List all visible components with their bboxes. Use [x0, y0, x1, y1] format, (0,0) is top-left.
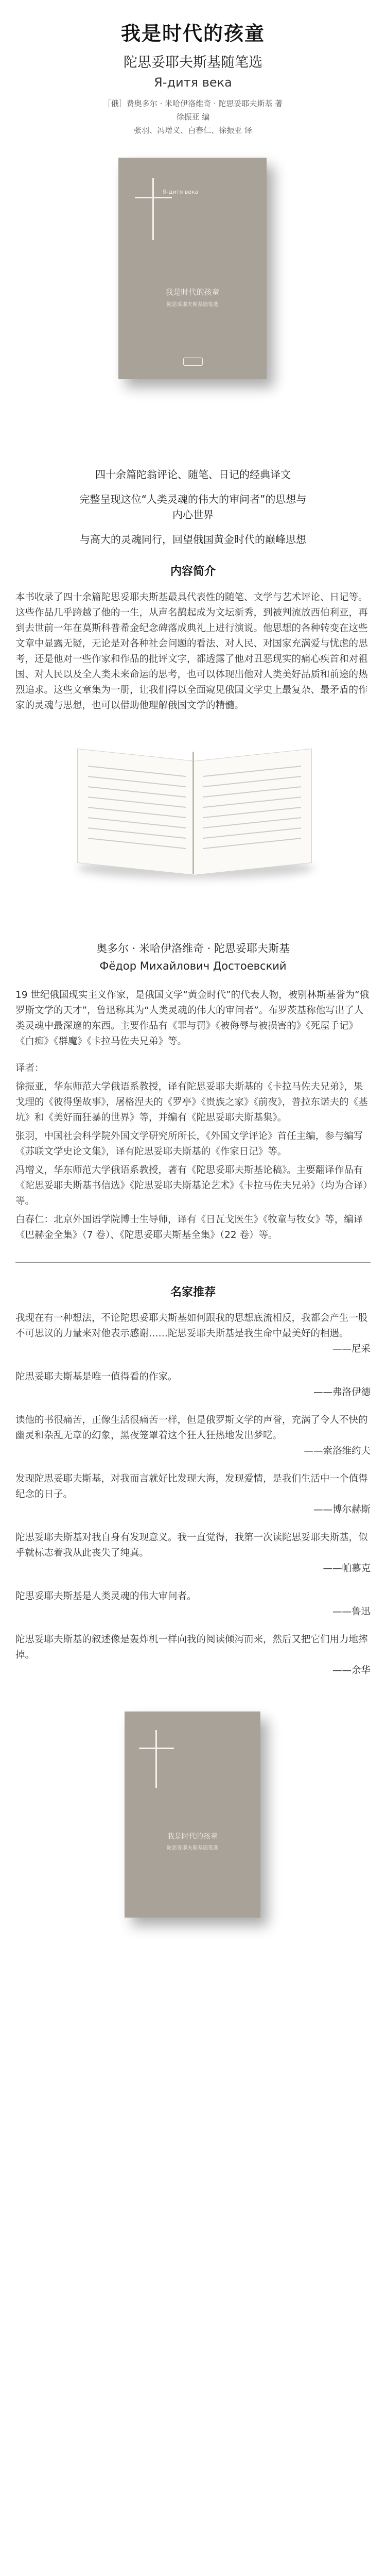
- blurb-line-2: 完整呈现这位“人类灵魂的伟大的审问者”的思想与内心世界: [79, 493, 307, 521]
- recommend-quote: 陀思妥耶夫斯基的叙述像是轰炸机一样向我的阅读倾泻而来，然后又把它们用力地摔掉。: [15, 1634, 368, 1660]
- translator-item: 徐振亚，华东师范大学俄语系教授，译有陀思妥耶夫斯基的《卡拉马佐夫兄弟》，果戈理的《彼得堡故事》，屠格涅夫的《罗亭》《贵族之家》《前夜》，普拉东诺夫的《基坑》和《美好而狂暴的世界》等，并编有《陀思妥耶夫斯基集》。: [15, 1081, 368, 1123]
- cover-russian: Я-дитя века: [163, 189, 199, 195]
- cover-subtitle: 陀思妥耶夫斯基随笔选: [167, 302, 218, 308]
- translators: [0, 1061, 386, 1243]
- recommend-quote: 陀思妥耶夫斯基是人类灵魂的伟大审问者。: [15, 1591, 197, 1602]
- blurb-line-1: 四十余篇陀翁评论、随笔、日记的经典译文: [95, 468, 291, 481]
- book-spine: [192, 752, 194, 874]
- intro-heading: 内容简介: [170, 565, 216, 578]
- cover-title: 我是时代的孩童: [167, 1833, 218, 1841]
- text-line: [88, 776, 186, 787]
- text-line: [88, 827, 186, 839]
- text-line: [203, 786, 301, 798]
- recommend-author: ——尼采: [332, 1344, 371, 1354]
- recommend-author: ——博尔赫斯: [313, 1504, 371, 1515]
- cover-section-2: [0, 1691, 386, 2062]
- open-book-image: [0, 719, 386, 935]
- author-name-cn: 奥多尔 · 米哈伊洛维奇 · 陀思妥耶夫斯基: [96, 942, 290, 955]
- cover-cross-icon: [152, 178, 154, 240]
- text-line: [203, 766, 301, 777]
- text-line: [203, 796, 301, 808]
- text-line: [88, 807, 186, 818]
- book-left-page: [77, 749, 196, 875]
- cover-cross-bar: [135, 197, 172, 198]
- credit-editor: 徐振亚 编: [176, 112, 210, 122]
- blurb: [0, 467, 386, 547]
- book-russian-title: Я-дитя века: [154, 75, 232, 90]
- text-line: [203, 807, 301, 818]
- text-line: [88, 838, 186, 849]
- intro-paragraph: 本书收录了四十余篇陀思妥耶夫斯基最具代表性的随笔、文学与艺术评论、日记等。这些作品几乎跨越了他的一生，从声名鹊起成为文坛新秀，到被判流放西伯利亚，再到去世前一年在莫斯科普希金纪念碑落成典礼上进行演说。他思想的各种转变在这些文章中显露无疑，无论是对各种社会问题的看法、对人民、对国家充满爱与忧虑的思考，还是他对一些作家和作品的批评文字，都透露了他对丑恶现实的痛心疾首和对祖国、对人民以及全人类未来命运的思考，也可以体现出他对人类美好品质和前途的热烈追求。这些文章集为一册，让我们得以全面窥见俄国文学史上最复杂、最矛盾的作家的灵魂与思想，也可以借助他理解俄国文学的精髓。: [15, 592, 368, 711]
- cover-section: [0, 137, 386, 467]
- recommend-author: ——鲁迅: [332, 1606, 371, 1617]
- credit-author: ［俄］费奥多尔 · 米哈伊洛维奇 · 陀思妥耶夫斯基 著: [103, 99, 283, 108]
- recommend-author: ——帕慕克: [323, 1563, 371, 1574]
- credits: [0, 97, 386, 137]
- author-bio: [0, 988, 386, 1049]
- section-divider: [15, 1262, 371, 1263]
- text-line: [203, 838, 301, 849]
- blurb-line-3: 与高大的灵魂同行，回望俄国黄金时代的巅峰思想: [80, 533, 306, 546]
- recommend-quote: 读他的书很痛苦，正像生活很痛苦一样，但是俄罗斯文学的声誉，充满了令人不快的幽灵和杂乱无章的幻象，黑夜笼罩着这个狂人狂热地发出梦呓。: [15, 1415, 368, 1441]
- intro-body: [0, 590, 386, 714]
- recommend-quote: 我现在有一种想法，不论陀思妥耶夫斯基如何跟我的思想底流相反，我都会产生一股不可思议的力量来对他表示感谢……陀思妥耶夫斯基是我生命中最美好的相遇。: [15, 1313, 368, 1339]
- cover-cross-icon: [155, 1730, 157, 1788]
- text-line: [88, 766, 186, 777]
- credit-translators: 张羽、冯增义、白春仁、徐振亚 译: [134, 126, 252, 135]
- recommend-author: ——索洛维约夫: [304, 1446, 371, 1456]
- book-cover-image-2: [125, 1711, 260, 1918]
- text-line: [88, 817, 186, 828]
- recommend-author: ——余华: [332, 1665, 371, 1676]
- author-name-ru: Фёдор Михайлович Достоевский: [99, 960, 287, 972]
- author-bio-text: 19 世纪俄国现实主义作家，是俄国文学“黄金时代”的代表人物，被别林斯基誉为“俄罗斯文学的天才”，鲁迅称其为“人类灵魂的伟大的审问者”。布罗茨基称他写出了人类灵魂中最深邃的东西。主要作品有《罪与罚》《被侮辱与被损害的》《死屋手记》《白痴》《群魔》《卡拉马佐夫兄弟》等。: [15, 990, 370, 1047]
- publisher-logo-icon: [183, 358, 203, 366]
- cover-subtitle: 陀思妥耶夫斯基随笔选: [167, 1845, 218, 1851]
- recommend-quote: 发现陀思妥耶夫斯基，对我而言就好比发现大海，发现爱情，是我们生活中一个值得纪念的日子。: [15, 1473, 368, 1500]
- recommend-quote: 陀思妥耶夫斯基是唯一值得看的作家。: [15, 1371, 178, 1382]
- recommend-quote: 陀思妥耶夫斯基对我自身有发现意义。我一直觉得，我第一次读陀思妥耶夫斯基，似乎就标志着我从此丧失了纯真。: [15, 1532, 368, 1558]
- translator-item: 白春仁：北京外国语学院博士生导师，译有《日瓦戈医生》《牧童与牧女》等，编译《巴赫金全集》（7 卷）、《陀思妥耶夫斯基全集》（22 卷）等。: [15, 1214, 363, 1241]
- book-right-page: [193, 749, 312, 875]
- recommend-author: ——弗洛伊德: [313, 1387, 371, 1398]
- translator-item: 冯增义，华东师范大学俄语系教授，著有《陀思妥耶夫斯基论稿》。主要翻译作品有《陀思妥耶夫斯基书信选》《陀思妥耶夫斯基论艺术》《卡拉马佐夫兄弟》（均为合译）等。: [15, 1165, 368, 1207]
- book-cover-image: [118, 158, 267, 379]
- translators-label: 译者：: [15, 1063, 44, 1074]
- text-line: [203, 776, 301, 787]
- cover-cross-bar: [139, 1748, 174, 1749]
- header: [0, 0, 386, 137]
- translator-item: 张羽，中国社会科学院外国文学研究所所长，《外国文学评论》首任主编，参与编写《苏联文学史论文集》，译有陀思妥耶夫斯基的《作家日记》等。: [15, 1131, 363, 1157]
- cover-title: 我是时代的孩童: [165, 287, 220, 297]
- text-line: [203, 827, 301, 839]
- text-line: [88, 796, 186, 808]
- recommendations: [0, 1311, 386, 1679]
- book-subtitle: 陀思妥耶夫斯基随笔选: [124, 55, 262, 71]
- recommend-heading: 名家推荐: [170, 1286, 216, 1299]
- book-title: 我是时代的孩童: [120, 22, 265, 45]
- text-line: [88, 786, 186, 798]
- text-line: [203, 817, 301, 828]
